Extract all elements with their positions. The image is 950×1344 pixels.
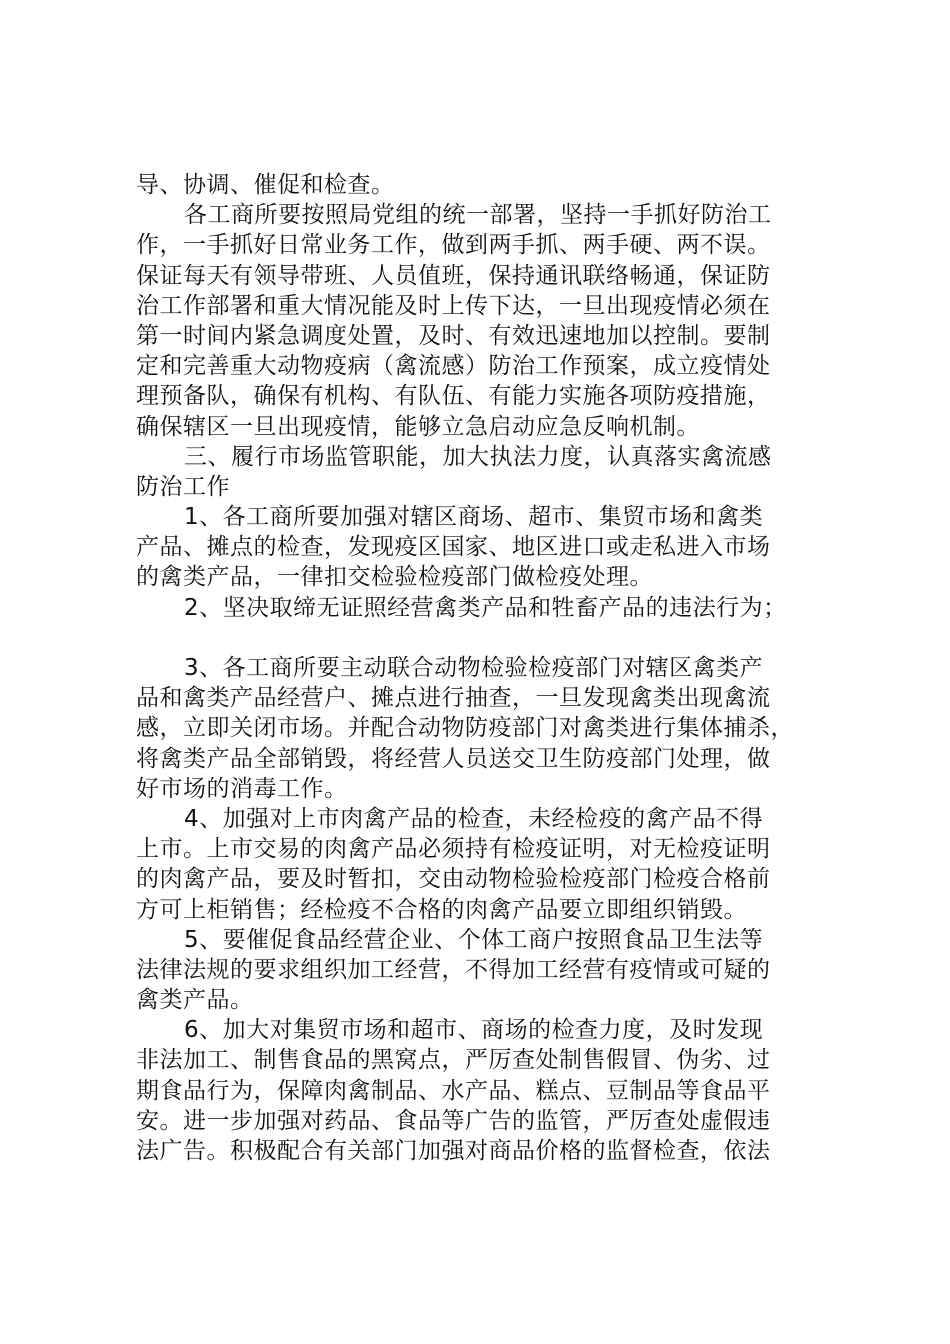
- section-heading-line: 三、履行市场监管职能，加大执法力度，认真落实禽流感: [184, 443, 772, 470]
- paragraph-line: 保证每天有领导带班、人员值班，保持通讯联络畅通，保证防: [136, 262, 771, 289]
- paragraph-line: 的禽类产品，一律扣交检验检疫部门做检疫处理。: [136, 564, 653, 591]
- paragraph-line: 非法加工、制售食品的黑窝点，严厉查处制售假冒、伪劣、过: [136, 1047, 771, 1074]
- paragraph-line: 1、各工商所要加强对辖区商场、超市、集贸市场和禽类: [184, 504, 764, 531]
- paragraph-line: 好市场的消毒工作。: [136, 775, 348, 802]
- paragraph-line: 5、要催促食品经营企业、个体工商户按照食品卫生法等: [184, 926, 764, 953]
- paragraph-line: 感，立即关闭市场。并配合动物防疫部门对禽类进行集体捕杀，: [136, 715, 794, 742]
- paragraph-line: 品和禽类产品经营户、摊点进行抽查，一旦发现禽类出现禽流: [136, 685, 771, 712]
- paragraph-line: 将禽类产品全部销毁，将经营人员送交卫生防疫部门处理，做: [136, 745, 771, 772]
- paragraph-line: 治工作部署和重大情况能及时上传下达，一旦出现疫情必须在: [136, 292, 771, 319]
- paragraph-line: 理预备队，确保有机构、有队伍、有能力实施各项防疫措施，: [136, 383, 771, 410]
- paragraph-line: 作，一手抓好日常业务工作，做到两手抓、两手硬、两不误。: [136, 232, 771, 259]
- blank-line: [136, 623, 826, 653]
- paragraph-line: 4、加强对上市肉禽产品的检查，未经检疫的禽产品不得: [184, 805, 764, 832]
- paragraph-line: 导、协调、催促和检查。: [136, 172, 395, 198]
- paragraph-line: 方可上柜销售；经检疫不合格的肉禽产品要立即组织销毁。: [136, 896, 747, 923]
- paragraph-line: 定和完善重大动物疫病（禽流感）防治工作预案，成立疫情处: [136, 353, 771, 380]
- paragraph-line: 法广告。积极配合有关部门加强对商品价格的监督检查，依法: [136, 1138, 771, 1164]
- section-heading-line: 防治工作: [136, 473, 230, 500]
- paragraph-line: 各工商所要按照局党组的统一部署，坚持一手抓好防治工: [184, 202, 772, 229]
- paragraph-line: 禽类产品。: [136, 987, 254, 1014]
- paragraph-line: 上市。上市交易的肉禽产品必须持有检疫证明，对无检疫证明: [136, 836, 771, 863]
- paragraph-line: 法律法规的要求组织加工经营，不得加工经营有疫情或可疑的: [136, 956, 771, 983]
- paragraph-line: 的肉禽产品，要及时暂扣，交由动物检验检疫部门检疫合格前: [136, 866, 771, 893]
- paragraph-line: 安。进一步加强对药品、食品等广告的监管，严厉查处虚假违: [136, 1107, 771, 1134]
- paragraph-line: 第一时间内紧急调度处置，及时、有效迅速地加以控制。要制: [136, 322, 771, 349]
- paragraph-line: 产品、摊点的检查，发现疫区国家、地区进口或走私进入市场: [136, 534, 771, 561]
- document-body: [136, 170, 826, 1166]
- paragraph-line: 确保辖区一旦出现疫情，能够立急启动应急反响机制。: [136, 413, 700, 440]
- paragraph-line: 2、坚决取缔无证照经营禽类产品和牲畜产品的违法行为；: [184, 594, 787, 621]
- paragraph-line: 期食品行为，保障肉禽制品、水产品、糕点、豆制品等食品平: [136, 1077, 771, 1104]
- paragraph-line: 3、各工商所要主动联合动物检验检疫部门对辖区禽类产: [184, 655, 764, 681]
- paragraph-line: 6、加大对集贸市场和超市、商场的检查力度，及时发现: [184, 1017, 764, 1044]
